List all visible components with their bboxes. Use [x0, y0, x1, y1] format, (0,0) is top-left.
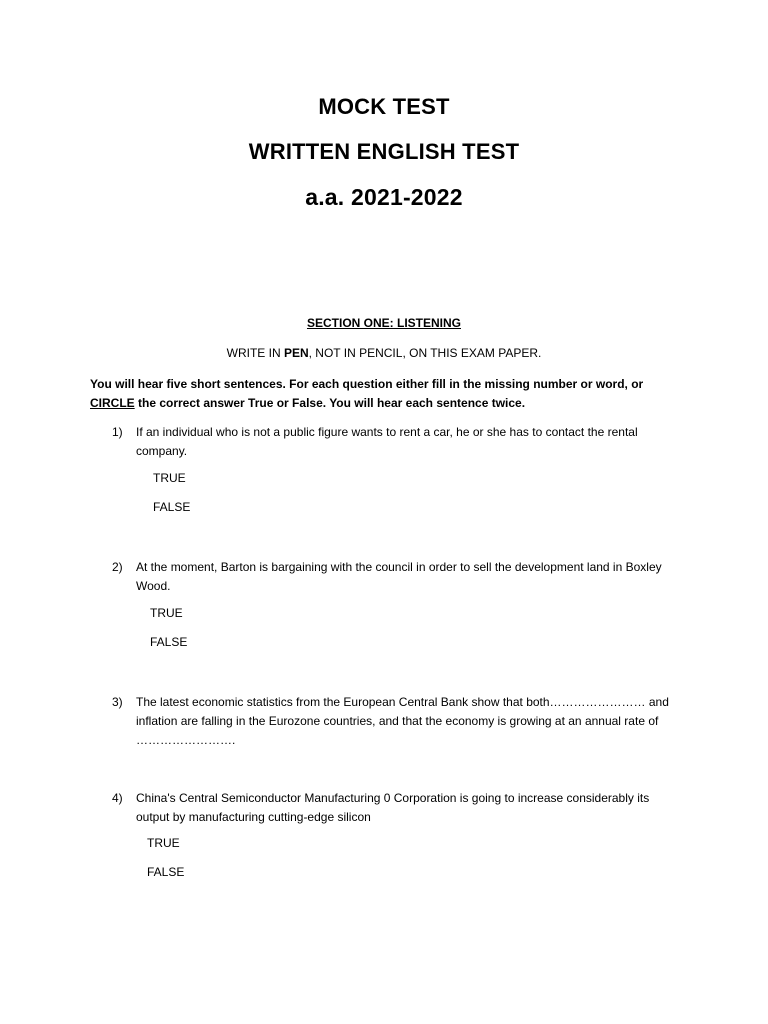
question-1-false-option[interactable]: FALSE	[153, 500, 191, 514]
title-mock-test: MOCK TEST	[318, 94, 450, 119]
intro-circle: CIRCLE	[90, 396, 135, 410]
question-text: China's Central Semiconductor Manufacturing 0 Corporation is going to increase considerably its output by manufacturing cutting-edge silicon	[136, 791, 650, 824]
question-number: 3)	[112, 695, 123, 709]
question-2-true-option[interactable]: TRUE	[150, 606, 183, 620]
question-2-false-option[interactable]: FALSE	[150, 635, 188, 649]
question-4-true-option[interactable]: TRUE	[147, 836, 180, 850]
question-4-false-option[interactable]: FALSE	[147, 865, 185, 879]
question-1-true-option[interactable]: TRUE	[153, 471, 186, 485]
write-prefix: WRITE IN	[226, 346, 284, 360]
question-3	[112, 693, 682, 750]
question-number: 4)	[112, 791, 123, 805]
write-pen: PEN	[283, 346, 309, 360]
question-text: The latest economic statistics from the European Central Bank show that both…………………… and inflation are falling in the Eurozone countries, and that the economy is growing at an annual rate of …………………….	[136, 695, 669, 747]
title-written-english-test: WRITTEN ENGLISH TEST	[248, 139, 520, 164]
write-instruction	[0, 346, 768, 360]
write-suffix: , NOT IN PENCIL, ON THIS EXAM PAPER.	[308, 346, 542, 360]
question-1	[112, 423, 682, 461]
question-number: 1)	[112, 425, 123, 439]
section-heading: SECTION ONE: LISTENING	[306, 316, 461, 330]
intro-part1: You will hear five short sentences. For each question either fill in the missing number or word, or	[90, 377, 644, 391]
question-text: If an individual who is not a public figure wants to rent a car, he or she has to contact the rental company.	[136, 425, 638, 458]
question-number: 2)	[112, 560, 123, 574]
intro-instructions	[90, 375, 690, 413]
title-academic-year: a.a. 2021-2022	[305, 184, 463, 210]
question-4	[112, 789, 682, 827]
question-text: At the moment, Barton is bargaining with the council in order to sell the development land in Boxley Wood.	[136, 560, 662, 593]
intro-part2: the correct answer True or False. You will hear each sentence twice.	[134, 396, 526, 410]
question-2	[112, 558, 682, 596]
